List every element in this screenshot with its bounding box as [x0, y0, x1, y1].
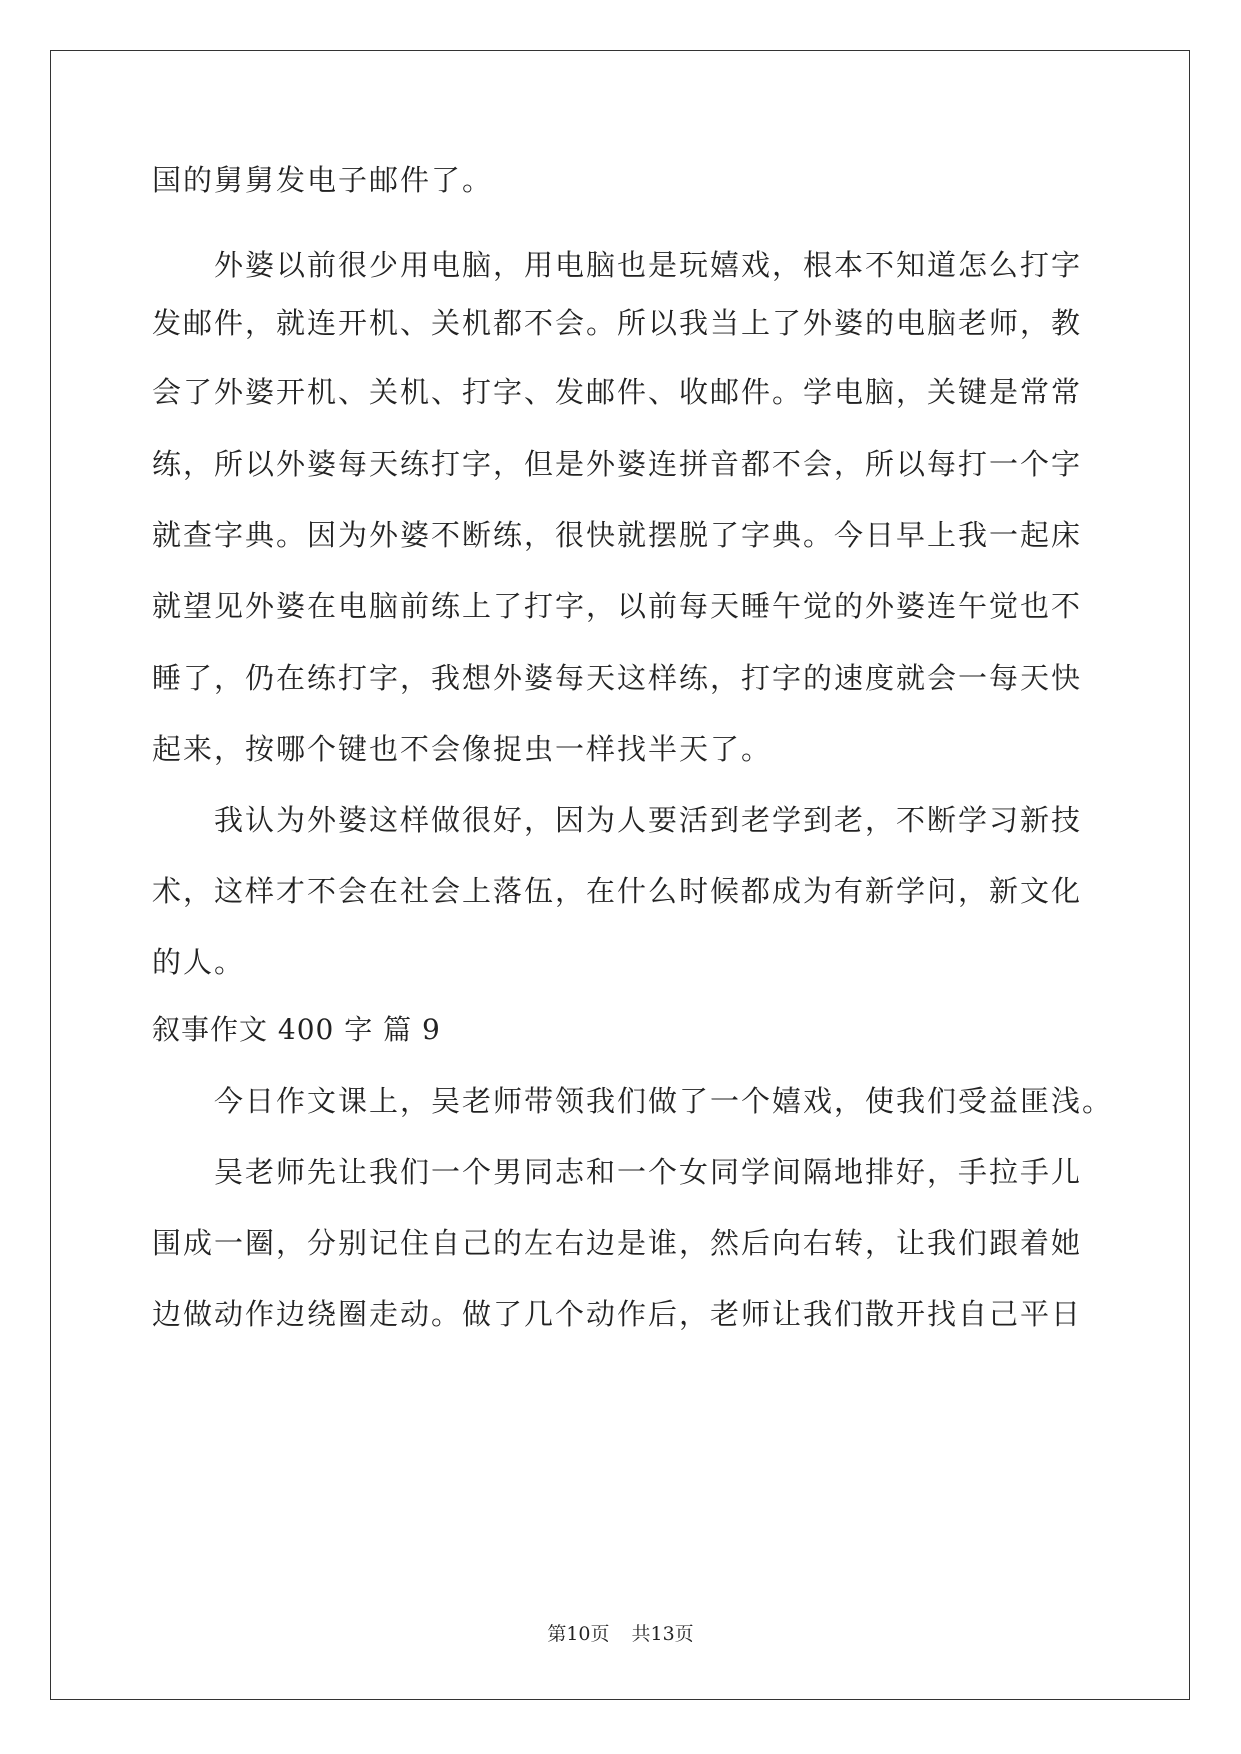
paragraph-line: 就望见外婆在电脑前练上了打字，以前每天睡午觉的外婆连午觉也不: [152, 589, 1083, 623]
paragraph-line: 外婆以前很少用电脑，用电脑也是玩嬉戏，根本不知道怎么打字: [214, 248, 1083, 282]
section-heading: 叙事作文 400 字 篇 9: [152, 1013, 441, 1046]
paragraph-line: 今日作文课上，吴老师带领我们做了一个嬉戏，使我们受益匪浅。: [214, 1084, 1114, 1118]
page-total: 共13页: [631, 1623, 694, 1645]
page-number: 第10页: [547, 1623, 610, 1645]
paragraph-line: 边做动作边绕圈走动。做了几个动作后，老师让我们散开找自己平日: [152, 1297, 1083, 1331]
paragraph-line: 练，所以外婆每天练打字，但是外婆连拼音都不会，所以每打一个字: [152, 447, 1083, 481]
paragraph-line: 就查字典。因为外婆不断练，很快就摆脱了字典。今日早上我一起床: [152, 518, 1083, 552]
paragraph-line: 起来，按哪个键也不会像捉虫一样找半天了。: [152, 732, 773, 766]
paragraph-line: 我认为外婆这样做很好，因为人要活到老学到老，不断学习新技: [214, 803, 1083, 837]
paragraph-line: 的人。: [152, 945, 246, 979]
paragraph-line: 国的舅舅发电子邮件了。: [152, 163, 494, 197]
paragraph-line: 吴老师先让我们一个男同志和一个女同学间隔地排好，手拉手儿: [214, 1155, 1083, 1189]
paragraph-line: 会了外婆开机、关机、打字、发邮件、收邮件。学电脑，关键是常常: [152, 375, 1083, 409]
page-footer: [0, 1622, 1241, 1646]
paragraph-line: 围成一圈，分别记住自己的左右边是谁，然后向右转，让我们跟着她: [152, 1226, 1083, 1260]
paragraph-line: 术，这样才不会在社会上落伍，在什么时候都成为有新学问，新文化: [152, 874, 1083, 908]
paragraph-line: 睡了，仍在练打字，我想外婆每天这样练，打字的速度就会一每天快: [152, 661, 1083, 695]
paragraph-line: 发邮件，就连开机、关机都不会。所以我当上了外婆的电脑老师，教: [152, 306, 1083, 340]
